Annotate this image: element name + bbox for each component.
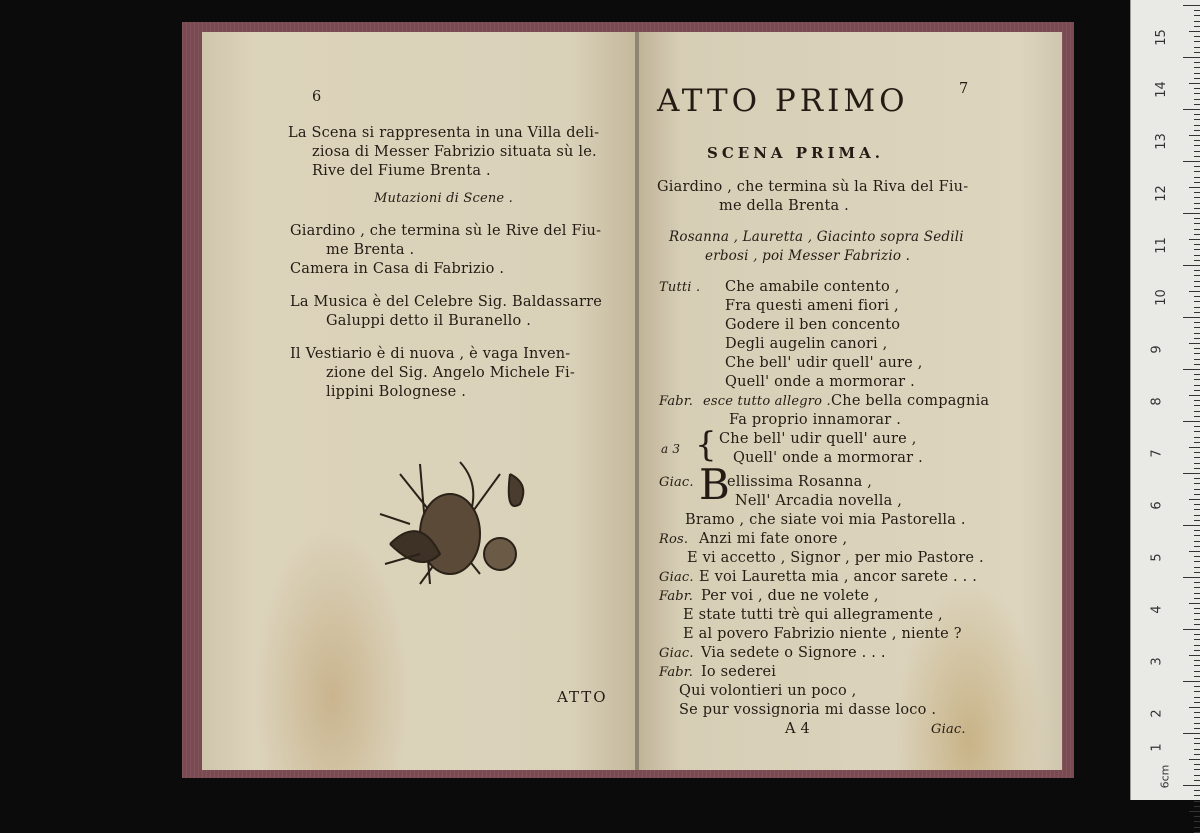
ruler-tick <box>1194 520 1200 521</box>
drop-cap: B <box>699 460 730 509</box>
ruler-tick <box>1194 52 1200 53</box>
ruler-tick <box>1183 213 1200 214</box>
ruler-tick <box>1194 73 1200 74</box>
ruler-tick <box>1194 806 1200 807</box>
ruler-tick <box>1189 83 1200 84</box>
verse-line: Via sedete o Signore . . . <box>701 645 886 661</box>
ruler-tick <box>1183 369 1200 370</box>
ruler-label: 11 <box>1153 237 1169 254</box>
ruler-tick <box>1194 223 1200 224</box>
brace-icon: { <box>695 425 717 465</box>
verse-line: Bramo , che siate voi mia Pastorella . <box>685 512 966 528</box>
ruler-tick <box>1194 598 1200 599</box>
ruler-tick <box>1194 426 1200 427</box>
ruler-tick <box>1194 353 1200 354</box>
ruler-tick <box>1194 26 1200 27</box>
ruler-tick <box>1194 650 1200 651</box>
ruler-tick <box>1194 556 1200 557</box>
ruler-tick <box>1194 749 1200 750</box>
ruler-tick <box>1183 733 1200 734</box>
ruler-tick <box>1194 104 1200 105</box>
ruler-tick <box>1194 312 1200 313</box>
ruler-tick <box>1194 156 1200 157</box>
ruler-tick <box>1194 177 1200 178</box>
ruler-tick <box>1194 780 1200 781</box>
ruler-label: 13 <box>1153 133 1169 150</box>
ruler-label: 8 <box>1149 397 1165 406</box>
verse-line: Che bell' udir quell' aure , <box>725 355 923 371</box>
vestiario-line: Il Vestiario è di nuova , è vaga Inven- <box>290 346 571 362</box>
ruler-tick <box>1183 5 1200 6</box>
ruler-tick <box>1194 775 1200 776</box>
verse-line: E vi accetto , Signor , per mio Pastore . <box>687 550 984 566</box>
ruler-tick <box>1194 36 1200 37</box>
ruler-tick <box>1194 431 1200 432</box>
ruler-tick <box>1194 468 1200 469</box>
musica-line: Galuppi detto il Buranello . <box>326 313 532 329</box>
ruler-label: 15 <box>1153 29 1169 46</box>
ruler-tick <box>1194 67 1200 68</box>
verse-line: Fra questi ameni fiori , <box>725 298 899 314</box>
measurement-ruler <box>1130 0 1200 800</box>
ruler-label: 10 <box>1153 289 1169 306</box>
verse-line: E al povero Fabrizio niente , niente ? <box>683 626 962 642</box>
ruler-tick <box>1194 390 1200 391</box>
ruler-tick <box>1194 504 1200 505</box>
verse-line: E state tutti trè qui allegramente , <box>683 607 943 623</box>
ruler-tick <box>1194 494 1200 495</box>
verse-line: Anzi mi fate onore , <box>699 531 848 547</box>
speaker-label: Fabr. <box>659 589 694 604</box>
ruler-tick <box>1189 395 1200 396</box>
ruler-tick <box>1194 322 1200 323</box>
ruler-tick <box>1194 145 1200 146</box>
verse-line: Io sederei <box>701 664 777 680</box>
ruler-tick <box>1189 187 1200 188</box>
ruler-tick <box>1194 535 1200 536</box>
ruler-tick <box>1194 567 1200 568</box>
ruler-tick <box>1194 676 1200 677</box>
act-title: ATTO PRIMO <box>657 83 909 119</box>
ruler-tick <box>1194 489 1200 490</box>
musica-line: La Musica è del Celebre Sig. Baldassarre <box>290 294 603 310</box>
ruler-label: 4 <box>1149 605 1165 614</box>
ruler-tick <box>1189 759 1200 760</box>
ruler-tick <box>1194 702 1200 703</box>
ruler-tick <box>1194 821 1200 822</box>
ruler-tick <box>1194 260 1200 261</box>
ruler-tick <box>1194 827 1200 828</box>
ruler-tick <box>1194 182 1200 183</box>
mutazioni-line: me Brenta . <box>326 242 415 258</box>
characters-line: erbosi , poi Messer Fabrizio . <box>705 248 911 264</box>
left-page <box>202 32 635 770</box>
ruler-tick <box>1194 47 1200 48</box>
ruler-tick <box>1194 634 1200 635</box>
ruler-label: 12 <box>1153 185 1169 202</box>
ruler-tick <box>1189 551 1200 552</box>
verse-line: Che bell' udir quell' aure , <box>719 431 917 447</box>
vestiario-line: zione del Sig. Angelo Michele Fi- <box>326 365 575 381</box>
ruler-tick <box>1183 265 1200 266</box>
ruler-label: 6cm <box>1158 764 1172 789</box>
ruler-tick <box>1194 125 1200 126</box>
ruler-tick <box>1189 811 1200 812</box>
ruler-tick <box>1194 442 1200 443</box>
verse-line: Se pur vossignoria mi dasse loco . <box>679 702 937 718</box>
ruler-tick <box>1194 645 1200 646</box>
ruler-tick <box>1189 239 1200 240</box>
ruler-tick <box>1194 234 1200 235</box>
verse-line: Che bella compagnia <box>831 393 990 409</box>
right-page <box>639 32 1062 770</box>
verse-line: ellissima Rosanna , <box>727 474 873 490</box>
ruler-tick <box>1194 509 1200 510</box>
scene-intro-line: Rive del Fiume Brenta . <box>312 163 491 179</box>
speaker-label: Giac. <box>659 475 694 490</box>
ruler-tick <box>1194 88 1200 89</box>
scene-intro-line: ziosa di Messer Fabrizio situata sù le. <box>312 144 597 160</box>
ruler-tick <box>1194 561 1200 562</box>
ruler-tick <box>1189 31 1200 32</box>
ruler-tick <box>1183 317 1200 318</box>
ruler-tick <box>1189 291 1200 292</box>
ruler-tick <box>1194 93 1200 94</box>
setting-line: Giardino , che termina sù la Riva del Fiu- <box>657 179 969 195</box>
ruler-tick <box>1194 541 1200 542</box>
ruler-tick <box>1194 348 1200 349</box>
ruler-tick <box>1194 478 1200 479</box>
ruler-tick <box>1183 109 1200 110</box>
ruler-tick <box>1194 613 1200 614</box>
ruler-tick <box>1194 301 1200 302</box>
ruler-tick <box>1194 717 1200 718</box>
ruler-label: 6 <box>1149 501 1165 510</box>
ruler-tick <box>1194 816 1200 817</box>
ruler-tick <box>1194 10 1200 11</box>
vestiario-line: lippini Bolognese . <box>326 384 467 400</box>
ruler-tick <box>1194 244 1200 245</box>
verse-line: Quell' onde a mormorar . <box>725 374 915 390</box>
ruler-tick <box>1194 769 1200 770</box>
mutazioni-line: Camera in Casa di Fabrizio . <box>290 261 505 277</box>
ruler-tick <box>1194 270 1200 271</box>
ruler-tick <box>1189 499 1200 500</box>
ruler-tick <box>1194 364 1200 365</box>
ruler-tick <box>1194 743 1200 744</box>
ruler-tick <box>1194 255 1200 256</box>
ruler-tick <box>1194 572 1200 573</box>
ruler-tick <box>1183 785 1200 786</box>
right-catchword: Giac. <box>931 722 966 737</box>
ruler-label: 5 <box>1149 553 1165 562</box>
ruler-tick <box>1194 546 1200 547</box>
ruler-tick <box>1194 795 1200 796</box>
right-page-number: 7 <box>959 81 969 97</box>
speaker-label: Giac. <box>659 570 694 585</box>
ruler-tick <box>1194 593 1200 594</box>
ruler-tick <box>1194 671 1200 672</box>
ruler-tick <box>1194 723 1200 724</box>
ruler-label: 9 <box>1149 345 1165 354</box>
ruler-tick <box>1194 582 1200 583</box>
left-page-number: 6 <box>312 89 322 105</box>
verse-line: Nell' Arcadia novella , <box>735 493 903 509</box>
ruler-tick <box>1194 229 1200 230</box>
ruler-label: 2 <box>1149 709 1165 718</box>
verse-line: Godere il ben concento <box>725 317 901 333</box>
ruler-tick <box>1194 400 1200 401</box>
ruler-tick <box>1194 281 1200 282</box>
ruler-tick <box>1183 525 1200 526</box>
ruler-tick <box>1183 421 1200 422</box>
ruler-tick <box>1183 473 1200 474</box>
ruler-tick <box>1194 140 1200 141</box>
ruler-tick <box>1194 15 1200 16</box>
ruler-tick <box>1194 405 1200 406</box>
ruler-tick <box>1194 119 1200 120</box>
mutazioni-heading: Mutazioni di Scene . <box>374 191 513 206</box>
ruler-tick <box>1194 208 1200 209</box>
ruler-tick <box>1194 686 1200 687</box>
ruler-tick <box>1183 681 1200 682</box>
ruler-tick <box>1194 192 1200 193</box>
ruler-label: 7 <box>1149 449 1165 458</box>
ruler-tick <box>1194 296 1200 297</box>
ruler-tick <box>1194 151 1200 152</box>
ruler-label: 1 <box>1149 743 1165 752</box>
ruler-tick <box>1194 359 1200 360</box>
verse-line: Quell' onde a mormorar . <box>733 450 923 466</box>
ruler-tick <box>1194 452 1200 453</box>
verse-line: Fa proprio innamorar . <box>729 412 902 428</box>
ruler-tick <box>1194 660 1200 661</box>
setting-line: me della Brenta . <box>719 198 849 214</box>
ruler-tick <box>1194 801 1200 802</box>
ruler-tick <box>1194 41 1200 42</box>
ruler-tick <box>1194 515 1200 516</box>
ruler-tick <box>1194 21 1200 22</box>
ruler-tick <box>1189 343 1200 344</box>
ruler-tick <box>1194 203 1200 204</box>
ruler-tick <box>1194 99 1200 100</box>
ruler-tick <box>1194 62 1200 63</box>
verse-line: Qui volontieri un poco , <box>679 683 857 699</box>
ruler-tick <box>1194 463 1200 464</box>
signature-mark: A 4 <box>785 721 810 737</box>
speaker-fabr: Fabr. <box>659 394 694 409</box>
ruler-tick <box>1189 447 1200 448</box>
a3-label: a 3 <box>661 442 681 456</box>
ruler-tick <box>1194 197 1200 198</box>
ruler-tick <box>1183 577 1200 578</box>
ruler-tick <box>1194 624 1200 625</box>
ruler-tick <box>1183 161 1200 162</box>
ruler-tick <box>1194 712 1200 713</box>
ruler-tick <box>1194 166 1200 167</box>
ruler-label: 14 <box>1153 81 1169 98</box>
ruler-tick <box>1194 416 1200 417</box>
ruler-tick <box>1183 57 1200 58</box>
ruler-tick <box>1194 307 1200 308</box>
ruler-tick <box>1194 218 1200 219</box>
ruler-tick <box>1194 374 1200 375</box>
ruler-tick <box>1194 691 1200 692</box>
ruler-tick <box>1194 333 1200 334</box>
ruler-tick <box>1194 286 1200 287</box>
ruler-tick <box>1194 457 1200 458</box>
speaker-label: Giac. <box>659 646 694 661</box>
ruler-tick <box>1189 135 1200 136</box>
ruler-tick <box>1194 275 1200 276</box>
ruler-label: 3 <box>1149 657 1165 666</box>
speaker-label: Fabr. <box>659 665 694 680</box>
ruler-tick <box>1194 249 1200 250</box>
ruler-tick <box>1189 655 1200 656</box>
woodcut-trophy-ornament-icon <box>360 454 540 604</box>
ruler-tick <box>1194 483 1200 484</box>
ruler-tick <box>1194 338 1200 339</box>
ruler-tick <box>1194 171 1200 172</box>
verse-line: E voi Lauretta mia , ancor sarete . . . <box>699 569 978 585</box>
ruler-tick <box>1194 411 1200 412</box>
ruler-tick <box>1194 327 1200 328</box>
ruler-tick <box>1194 619 1200 620</box>
ruler-tick <box>1189 707 1200 708</box>
scene-intro-line: La Scena si rappresenta in una Villa deli- <box>288 125 600 141</box>
verse-line: Per voi , due ne volete , <box>701 588 879 604</box>
ruler-tick <box>1194 764 1200 765</box>
ruler-tick <box>1194 130 1200 131</box>
ruler-tick <box>1194 738 1200 739</box>
ruler-tick <box>1194 697 1200 698</box>
left-catchword: ATTO <box>557 688 608 706</box>
characters-line: Rosanna , Lauretta , Giacinto sopra Sedili <box>669 229 964 245</box>
verse-line: Che amabile contento , <box>725 279 900 295</box>
verse-line: Degli augelin canori , <box>725 336 888 352</box>
ruler-tick <box>1194 639 1200 640</box>
ruler-tick <box>1194 728 1200 729</box>
ruler-tick <box>1194 385 1200 386</box>
scene-title: SCENA PRIMA. <box>707 144 885 162</box>
stage-direction: esce tutto allegro . <box>703 394 831 409</box>
ruler-tick <box>1194 530 1200 531</box>
speaker-tutti: Tutti . <box>659 280 701 295</box>
mutazioni-line: Giardino , che termina sù le Rive del Fiu- <box>290 223 602 239</box>
ruler-tick <box>1194 608 1200 609</box>
ruler-tick <box>1183 629 1200 630</box>
ruler-tick <box>1194 114 1200 115</box>
ruler-tick <box>1194 437 1200 438</box>
book-cover <box>182 22 1074 778</box>
ruler-tick <box>1194 665 1200 666</box>
ruler-tick <box>1194 587 1200 588</box>
ruler-tick <box>1189 603 1200 604</box>
ruler-tick <box>1194 379 1200 380</box>
ruler-tick <box>1194 754 1200 755</box>
ruler-tick <box>1194 78 1200 79</box>
speaker-label: Ros. <box>659 532 689 547</box>
ruler-tick <box>1194 790 1200 791</box>
